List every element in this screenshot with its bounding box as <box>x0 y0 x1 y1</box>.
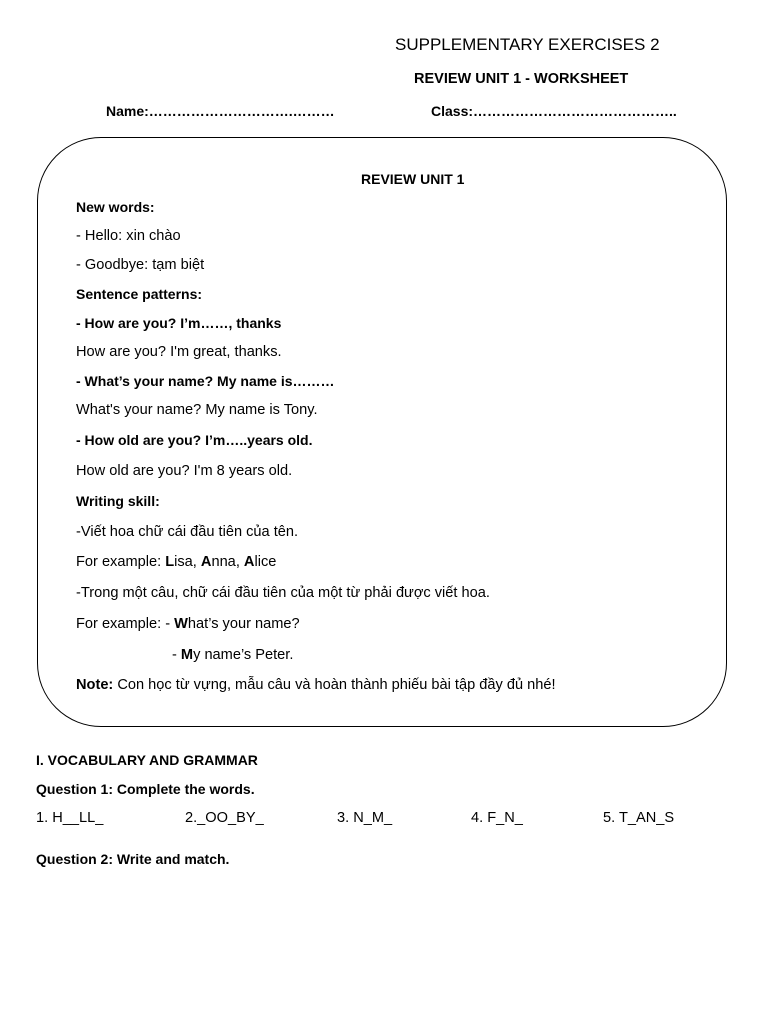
q1-item: 4. F_N_ <box>471 810 523 826</box>
pattern-2: - What’s your name? My name is……… <box>76 373 335 389</box>
review-heading: REVIEW UNIT 1 <box>361 171 465 187</box>
writing-skill-title: Writing skill: <box>76 493 160 509</box>
q1-item: 1. H__LL_ <box>36 810 104 826</box>
worksheet-subtitle: REVIEW UNIT 1 - WORKSHEET <box>414 71 629 87</box>
note-text: Con học từ vựng, mẫu câu và hoàn thành phiếu bài tập đầy đủ nhé! <box>113 677 556 693</box>
q1-item: 3. N_M_ <box>337 810 393 826</box>
section-title: I. VOCABULARY AND GRAMMAR <box>36 752 258 768</box>
writing-rule-2: -Trong một câu, chữ cái đầu tiên của một từ phải được viết hoa. <box>76 585 490 601</box>
example-2: What's your name? My name is Tony. <box>76 402 318 418</box>
q1-item: 5. T_AN_S <box>603 810 675 826</box>
example-prefix: - <box>172 647 181 663</box>
example-sentence-2 <box>172 647 293 663</box>
example-sentence-1 <box>76 616 300 632</box>
q1-item: 2._OO_BY_ <box>185 810 264 826</box>
question-2-title: Question 2: Write and match. <box>36 851 230 867</box>
name-rest: isa <box>174 554 193 570</box>
new-word-item: - Goodbye: tạm biệt <box>76 257 205 273</box>
pattern-3: - How old are you? I’m…..years old. <box>76 432 313 448</box>
question-1-title: Question 1: Complete the words. <box>36 781 255 797</box>
name-rest: lice <box>254 554 277 570</box>
name-separator: , <box>192 554 201 570</box>
example-names <box>76 554 276 570</box>
pattern-1: - How are you? I’m……, thanks <box>76 315 282 331</box>
example-prefix: For example: - <box>76 616 175 632</box>
name-capital: A <box>200 554 212 570</box>
writing-rule-1: -Viết hoa chữ cái đầu tiên của tên. <box>76 524 299 540</box>
name-capital: A <box>243 554 255 570</box>
sentence-rest: y name’s Peter. <box>193 647 294 663</box>
name-separator: , <box>235 554 244 570</box>
worksheet-title: SUPPLEMENTARY EXERCISES 2 <box>395 35 660 54</box>
class-field: Class:…………………………………….. <box>431 103 677 119</box>
sentence-capital: M <box>180 647 194 663</box>
example-3: How old are you? I'm 8 years old. <box>76 463 293 479</box>
sentence-capital: W <box>174 616 188 632</box>
name-field: Name:………………………….……… <box>106 103 335 119</box>
name-capital: L <box>165 554 175 570</box>
name-rest: nna <box>211 554 236 570</box>
patterns-title: Sentence patterns: <box>76 286 203 302</box>
example-1: How are you? I'm great, thanks. <box>76 344 282 360</box>
new-words-title: New words: <box>76 199 155 215</box>
note-label: Note: <box>76 677 114 693</box>
sentence-rest: hat’s your name? <box>187 616 300 632</box>
example-prefix: For example: <box>76 554 166 570</box>
note-line <box>76 677 556 693</box>
new-word-item: - Hello: xin chào <box>76 228 181 244</box>
